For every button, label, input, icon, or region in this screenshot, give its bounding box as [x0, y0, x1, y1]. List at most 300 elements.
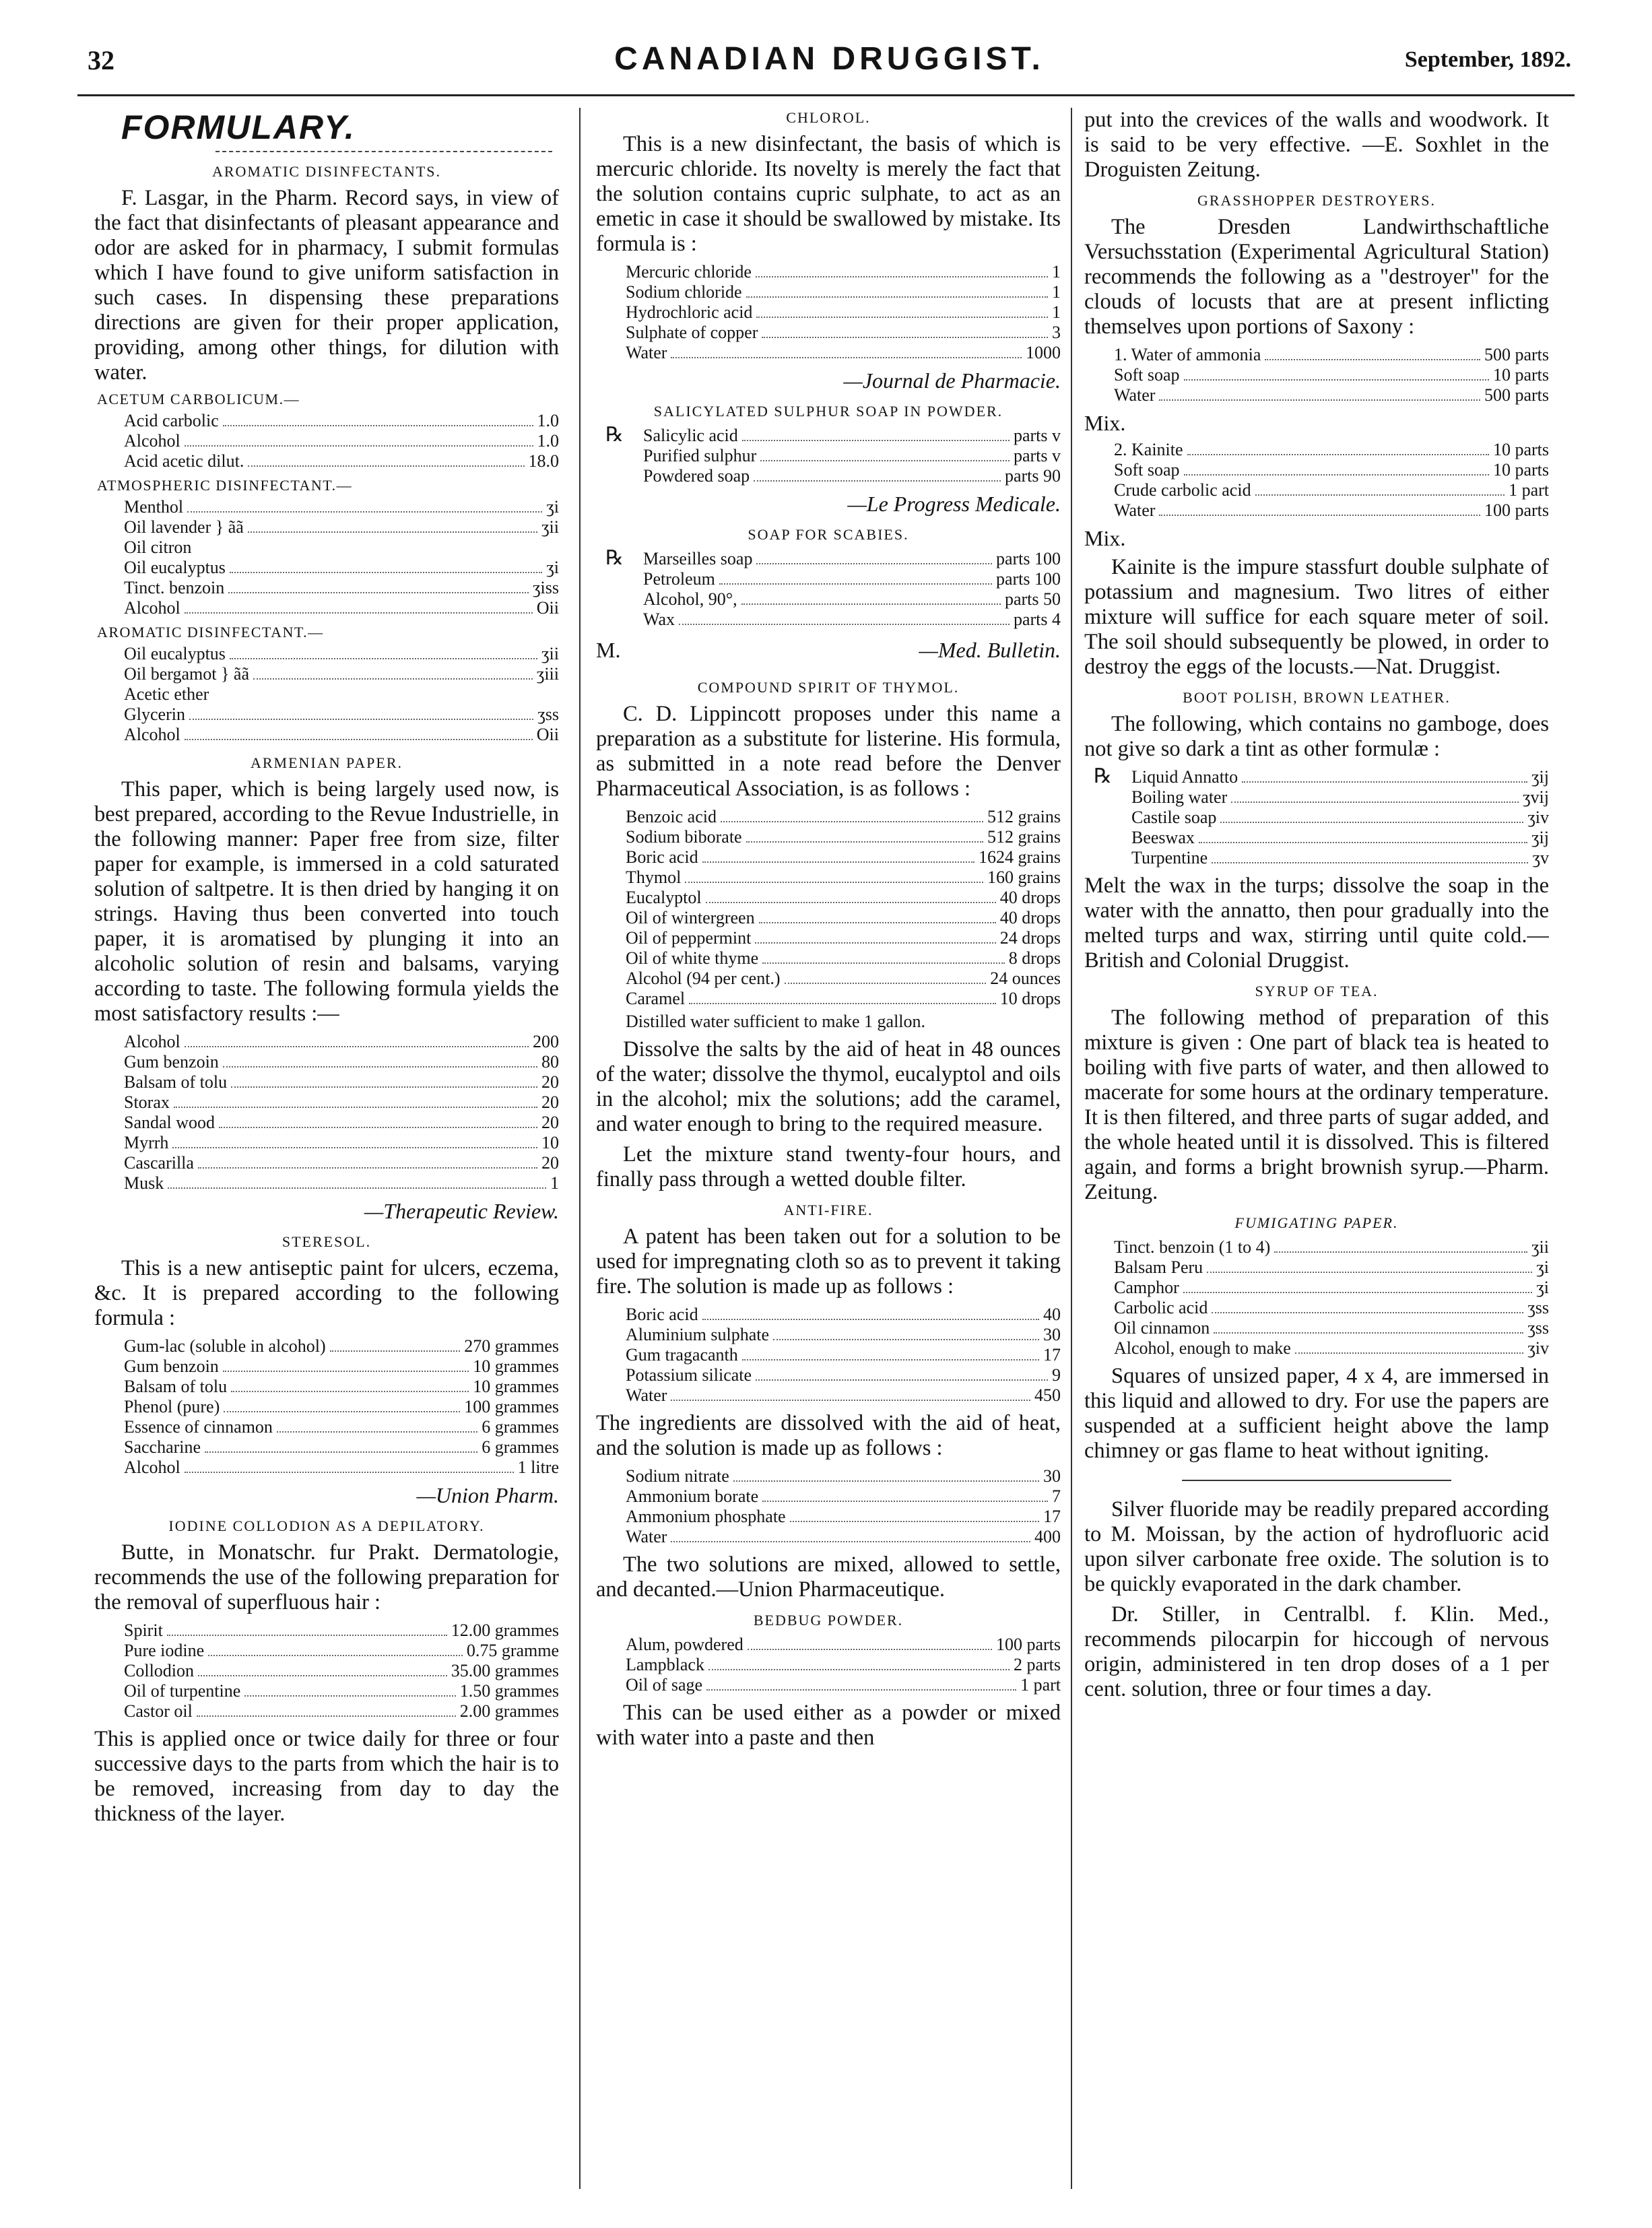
leader-dots — [167, 1635, 447, 1636]
ingredient-quantity: 512 grains — [987, 807, 1061, 826]
recipe-icon: ℞ — [1094, 765, 1112, 787]
ingredient-row — [94, 664, 559, 684]
issue-date: September, 1892. — [1404, 47, 1571, 72]
ingredient-quantity: 12.00 grammes — [451, 1620, 559, 1640]
leader-dots — [277, 1431, 477, 1433]
ingredient-name: Water — [1114, 385, 1156, 405]
ingredient-row — [94, 1397, 559, 1417]
ingredient-quantity: 20 — [541, 1072, 559, 1092]
ingredient-quantity: 1 litre — [517, 1457, 559, 1477]
ingredient-name: Alcohol — [124, 431, 180, 451]
ingredient-quantity: parts 90 — [1004, 466, 1061, 486]
ingredient-quantity: 1 — [550, 1173, 559, 1193]
ingredient-row — [1084, 480, 1549, 500]
ingredient-row — [94, 684, 559, 705]
leader-dots — [230, 658, 537, 659]
leader-dots — [189, 719, 533, 720]
ingredient-quantity: 17 — [1043, 1507, 1061, 1526]
ingredient-quantity: 40 drops — [999, 908, 1061, 927]
ingredient-name: Hydrochloric acid — [626, 302, 753, 322]
ingredient-quantity: ʒiii — [536, 664, 559, 684]
leader-dots — [248, 465, 524, 467]
column-2 — [596, 108, 1061, 2182]
ingredient-quantity: 10 grammes — [473, 1356, 559, 1376]
leader-dots — [790, 1521, 1039, 1522]
ingredient-name: Sulphate of copper — [626, 323, 758, 342]
ingredient-quantity: 3 — [1052, 323, 1061, 342]
ingredient-name: Salicylic acid — [643, 426, 738, 445]
leader-dots — [205, 1451, 477, 1453]
leader-dots — [223, 1066, 537, 1068]
ingredient-list — [596, 426, 1061, 486]
ingredient-quantity: 1 part — [1509, 480, 1549, 500]
ingredient-list — [1084, 345, 1549, 405]
ingredient-name: Mercuric chloride — [626, 262, 752, 282]
ingredient-name: Gum tragacanth — [626, 1345, 738, 1365]
ingredient-name: Oil eucalyptus — [124, 558, 226, 577]
ingredient-row — [596, 426, 1061, 446]
leader-dots — [228, 592, 529, 593]
ingredient-quantity: 2 parts — [1013, 1655, 1061, 1674]
ingredient-name: 2. Kainite — [1114, 440, 1183, 459]
ingredient-name: Boiling water — [1131, 787, 1228, 807]
leader-dots — [746, 296, 1048, 298]
ingredient-name: Cascarilla — [124, 1153, 194, 1173]
ingredient-quantity: 100 parts — [995, 1635, 1061, 1654]
ingredient-name: Potassium silicate — [626, 1365, 752, 1385]
leader-dots — [223, 1371, 469, 1372]
article-heading: CHLOROL. — [786, 109, 871, 126]
leader-dots — [208, 1655, 463, 1656]
leader-dots — [1199, 842, 1527, 843]
ingredient-quantity: 270 grammes — [464, 1336, 559, 1356]
ingredient-name: Oil of peppermint — [626, 928, 752, 948]
ingredient-name: Alcohol — [124, 725, 180, 744]
section-title: FORMULARY. — [121, 108, 356, 146]
article-heading: ANTI-FIRE. — [783, 1202, 873, 1218]
article-heading: AROMATIC DISINFECTANTS. — [211, 163, 442, 180]
leader-dots — [185, 739, 533, 740]
leader-dots — [185, 612, 533, 614]
article-heading: FUMIGATING PAPER. — [1234, 1214, 1399, 1231]
leader-dots — [185, 1046, 529, 1047]
article-heading: SYRUP OF TEA. — [1255, 983, 1379, 1000]
article-text: Melt the wax in the turps; dissolve the soap in the water with the annatto, then pour gradually into the melted turps and wax, stirring until quite cold.—British and Colonial Druggist. — [1084, 874, 1549, 973]
ingredient-quantity: 24 ounces — [990, 969, 1061, 988]
ingredient-name: Oil bergamot } ãã — [124, 664, 249, 684]
leader-dots — [1207, 1272, 1532, 1273]
ingredient-name: Alcohol, 90°, — [643, 589, 737, 609]
ingredient-name: Ammonium borate — [626, 1486, 759, 1506]
ingredient-row — [1084, 500, 1549, 521]
article-text: This paper, which is being largely used now, is best prepared, according to the Revue Industrielle, in the following manner: Paper free from size, filter paper for example, is immersed in a cold saturated solution of saltpetre. It is then dried by hanging it on strings. Having thus been converted into touch paper, it is aromatised by plunging it into an alcoholic solution of resin and balsams, varying according to taste. The following formula yields the most satisfactory results :— — [94, 777, 559, 1026]
ingredient-name: Storax — [124, 1092, 170, 1112]
ingredient-row — [596, 1507, 1061, 1527]
ingredient-quantity: 30 — [1043, 1325, 1061, 1344]
leader-dots — [742, 440, 1010, 441]
leader-dots — [762, 337, 1048, 338]
leader-dots — [198, 1675, 447, 1676]
ingredient-name: Boric acid — [626, 1305, 698, 1324]
leader-dots — [671, 1400, 1030, 1401]
ingredient-row — [94, 725, 559, 745]
ingredient-name: Castile soap — [1131, 808, 1217, 827]
recipe-icon: ℞ — [605, 424, 624, 446]
column-divider — [1071, 108, 1072, 2189]
ingredient-name: Lampblack — [626, 1655, 704, 1674]
ingredient-row — [1084, 828, 1549, 848]
ingredient-row — [1084, 1278, 1549, 1298]
ingredient-name: Gum-lac (soluble in alcohol) — [124, 1336, 326, 1356]
leader-dots — [733, 1480, 1039, 1482]
ingredient-row — [596, 589, 1061, 610]
source-citation: —Le Progress Medicale. — [847, 492, 1061, 516]
ingredient-row — [94, 644, 559, 664]
article-heading: ARMENIAN PAPER. — [250, 754, 403, 771]
ingredient-row — [94, 705, 559, 725]
leader-dots — [760, 460, 1010, 461]
mix-label: M. — [596, 638, 621, 662]
ingredient-row — [596, 807, 1061, 827]
leader-dots — [741, 603, 1001, 605]
ingredient-quantity: 24 drops — [999, 928, 1061, 948]
ingredient-quantity: 500 parts — [1484, 345, 1549, 364]
ingredient-name: Musk — [124, 1173, 164, 1193]
ingredient-quantity: ʒiss — [533, 578, 559, 597]
ingredient-quantity: 10 parts — [1492, 440, 1549, 459]
leader-dots — [754, 480, 1001, 482]
ingredient-name: Camphor — [1114, 1278, 1179, 1297]
ingredient-name: Alum, powdered — [626, 1635, 744, 1654]
ingredient-row — [596, 302, 1061, 323]
ingredient-row — [94, 1641, 559, 1661]
ingredient-name: Caramel — [626, 989, 686, 1008]
article-text: The following, which contains no gamboge, does not give so dark a tint as other formulæ : — [1084, 712, 1549, 761]
leader-dots — [746, 841, 983, 843]
ingredient-row — [596, 1675, 1061, 1695]
ingredient-row — [1084, 440, 1549, 460]
ingredient-name: Eucalyptol — [626, 888, 702, 907]
ingredient-name: Sodium chloride — [626, 282, 742, 302]
leader-dots — [679, 624, 1010, 625]
leader-dots — [1265, 359, 1480, 360]
article-text: Kainite is the impure stassfurt double sulphate of potassium and magnesium. Two litres of either mixture will suffice for each square meter of soil. The soil should subsequently be plowed, in order to destroy the eggs of the locusts.—Nat. Druggist. — [1084, 555, 1549, 679]
ingredient-row — [596, 1527, 1061, 1547]
ingredient-list — [596, 1305, 1061, 1406]
ingredient-list — [596, 549, 1061, 630]
leader-dots — [671, 1541, 1030, 1542]
ingredient-quantity: 100 parts — [1484, 500, 1549, 520]
leader-dots — [1187, 454, 1489, 455]
article-text: Butte, in Monatschr. fur Prakt. Dermatologie, recommends the use of the following preparation for the removal of superfluous hair : — [94, 1540, 559, 1614]
ingredient-quantity: ʒii — [541, 644, 559, 663]
ingredient-list — [596, 807, 1061, 1009]
ingredient-row — [94, 1417, 559, 1437]
ingredient-quantity: 1 — [1052, 262, 1061, 282]
journal-title: CANADIAN DRUGGIST. — [614, 41, 1045, 77]
ingredient-list — [94, 644, 559, 745]
ingredient-name: Alcohol, enough to make — [1114, 1338, 1291, 1358]
article-text: Squares of unsized paper, 4 x 4, are immersed in this liquid and allowed to dry. For use the papers are suspended at a sufficient height above the lamp chimney or gas flame to heat without igniting. — [1084, 1364, 1549, 1463]
ingredient-list — [94, 497, 559, 618]
ingredient-name: Ammonium phosphate — [626, 1507, 786, 1526]
ingredient-row — [596, 610, 1061, 630]
ingredient-row — [1084, 1318, 1549, 1338]
ingredient-row — [596, 549, 1061, 569]
ingredient-name: Castor oil — [124, 1701, 193, 1721]
ingredient-name: Oil lavender } ãã — [124, 517, 244, 537]
leader-dots — [185, 445, 533, 447]
column-3 — [1084, 108, 1549, 2182]
leader-dots — [1295, 1352, 1523, 1354]
ingredient-row — [1084, 848, 1549, 868]
ingredient-quantity: parts 100 — [995, 569, 1061, 589]
ingredient-quantity: 500 parts — [1484, 385, 1549, 405]
ingredient-quantity: 0.75 gramme — [466, 1641, 559, 1660]
ingredient-quantity: 2.00 grammes — [459, 1701, 559, 1721]
ingredient-row — [1084, 385, 1549, 405]
ingredient-quantity: 1 part — [1020, 1675, 1061, 1695]
article-text: Let the mixture stand twenty-four hours, and finally pass through a wetted double filter. — [596, 1142, 1061, 1191]
leader-dots — [1159, 515, 1480, 516]
ingredient-quantity: 17 — [1043, 1345, 1061, 1365]
ingredient-row — [596, 928, 1061, 948]
ingredient-quantity: 512 grains — [987, 827, 1061, 847]
ingredient-name: Oil cinnamon — [1114, 1318, 1210, 1338]
ingredient-row — [1084, 345, 1549, 365]
leader-dots — [742, 1359, 1039, 1361]
ingredient-name: Sodium nitrate — [626, 1466, 729, 1486]
leader-dots — [198, 1167, 537, 1169]
ingredient-quantity: parts 50 — [1004, 589, 1061, 609]
ingredient-quantity: 1624 grains — [978, 847, 1061, 867]
leader-dots — [748, 1649, 992, 1650]
ingredient-quantity: ʒij — [1531, 767, 1549, 787]
leader-dots — [702, 861, 974, 863]
article-heading: BEDBUG POWDER. — [753, 1612, 904, 1629]
article-text: The following method of preparation of this mixture is given : One part of black tea is heated to boiling with five parts of water, and then allowed to macerate for some hours at the ordinary temperature. It is then filtered, and three parts of sugar added, and the whole heated until it is dissolved. This is filtered again, and forms a bright brownish syrup.—Pharm. Zeitung. — [1084, 1006, 1549, 1204]
ingredient-quantity: 20 — [541, 1153, 559, 1173]
ingredient-name: Water — [626, 1385, 667, 1405]
leader-dots — [1242, 781, 1527, 783]
leader-dots — [1212, 862, 1528, 863]
formula-subtitle: AROMATIC DISINFECTANT.— — [97, 624, 324, 641]
ingredient-quantity: 1.0 — [537, 431, 559, 451]
ingredient-name: Acid acetic dilut. — [124, 451, 244, 471]
leader-dots — [1274, 1251, 1527, 1253]
source-citation: —Therapeutic Review. — [364, 1199, 559, 1223]
article-heading: GRASSHOPPER DESTROYERS. — [1197, 192, 1436, 209]
ingredient-quantity: parts 100 — [995, 549, 1061, 568]
leader-dots — [253, 678, 533, 680]
leader-dots — [231, 1086, 537, 1088]
ingredient-name: Balsam of tolu — [124, 1072, 228, 1092]
ingredient-row — [94, 1092, 559, 1113]
ingredient-row — [596, 282, 1061, 302]
ingredient-quantity: ʒi — [546, 497, 559, 517]
ingredient-quantity: 10 drops — [999, 989, 1061, 1008]
ingredient-row — [94, 1133, 559, 1153]
ingredient-name: Collodion — [124, 1661, 195, 1680]
leader-dots — [1184, 474, 1489, 476]
ingredient-name: 1. Water of ammonia — [1114, 345, 1261, 364]
ingredient-name: Acid carbolic — [124, 411, 219, 430]
title-rule — [216, 151, 552, 152]
article-text: Silver fluoride may be readily prepared according to M. Moissan, by the action of hydrofluoric acid upon silver carbonate free oxide. The solution is to be quickly evaporated in the dark chamber. — [1084, 1497, 1549, 1596]
ingredient-quantity: ʒii — [541, 517, 559, 537]
ingredient-quantity: 200 — [533, 1032, 559, 1051]
leader-dots — [685, 882, 983, 883]
article-text: This is applied once or twice daily for three or four successive days to the parts from which the hair is to be removed, increasing from day to day the thickness of the layer. — [94, 1727, 559, 1826]
source-citation: —Med. Bulletin. — [919, 638, 1061, 662]
column-1 — [94, 108, 559, 2182]
ingredient-quantity: ʒvij — [1523, 787, 1549, 807]
article-heading: SOAP FOR SCABIES. — [748, 526, 909, 543]
ingredient-name: Water — [626, 1527, 667, 1546]
leader-dots — [1159, 399, 1480, 401]
ingredient-quantity: ʒi — [546, 558, 559, 577]
ingredient-quantity: 7 — [1052, 1486, 1061, 1506]
article-text: Dissolve the salts by the aid of heat in 48 ounces of the water; dissolve the thymol, eucalyptol and oils in the alcohol; mix the solutions; add the caramel, and water enough to bring to the required measure. — [596, 1037, 1061, 1136]
ingredient-quantity: 6 grammes — [482, 1437, 559, 1457]
leader-dots — [756, 563, 991, 564]
ingredient-name: Oil of turpentine — [124, 1681, 241, 1701]
formula-subtitle: ACETUM CARBOLICUM.— — [97, 391, 300, 407]
ingredient-name: Water — [626, 343, 667, 362]
ingredient-quantity: 9 — [1052, 1365, 1061, 1385]
ingredient-name: Spirit — [124, 1620, 163, 1640]
ingredient-name: Gum benzoin — [124, 1356, 219, 1376]
ingredient-quantity: parts 4 — [1013, 610, 1061, 629]
ingredient-name: Sodium biborate — [626, 827, 742, 847]
ingredient-row — [94, 411, 559, 431]
ingredient-row — [1084, 460, 1549, 480]
leader-dots — [708, 1669, 1010, 1670]
ingredient-name: Soft soap — [1114, 365, 1180, 385]
article-text: C. D. Lippincott proposes under this name a preparation as a substitute for listerine. His formula, as submitted in a note read before the Denver Pharmaceutical Association, is as follows : — [596, 702, 1061, 801]
ingredient-row — [94, 537, 559, 558]
ingredient-quantity: 450 — [1034, 1385, 1061, 1405]
ingredient-row — [94, 451, 559, 471]
column-divider — [579, 108, 581, 2189]
leader-dots — [185, 1472, 514, 1473]
leader-dots — [172, 1147, 537, 1148]
leader-dots — [755, 942, 995, 944]
formula-subtitle: ATMOSPHERIC DISINFECTANT.— — [97, 477, 353, 494]
ingredient-quantity: ʒi — [1536, 1278, 1549, 1297]
section-separator — [1182, 1480, 1451, 1481]
ingredient-quantity: 1 — [1052, 302, 1061, 322]
ingredient-row — [94, 497, 559, 517]
ingredient-row — [1084, 365, 1549, 385]
ingredient-row — [596, 343, 1061, 363]
leader-dots — [1183, 1292, 1532, 1293]
source-citation: —Union Pharm. — [416, 1483, 559, 1507]
ingredient-quantity: ʒi — [1536, 1257, 1549, 1277]
ingredient-quantity: Oii — [536, 598, 559, 618]
ingredient-row — [596, 262, 1061, 282]
ingredient-row — [596, 1466, 1061, 1486]
ingredient-quantity: parts v — [1013, 426, 1061, 445]
ingredient-name: Tinct. benzoin — [124, 578, 225, 597]
ingredient-quantity: 1.0 — [537, 411, 559, 430]
ingredient-row — [94, 1681, 559, 1701]
ingredient-row — [1084, 1298, 1549, 1318]
ingredient-row — [596, 908, 1061, 928]
leader-dots — [762, 962, 1005, 964]
ingredient-row — [94, 1457, 559, 1478]
ingredient-row — [596, 1365, 1061, 1385]
ingredient-quantity: 80 — [541, 1052, 559, 1072]
ingredient-quantity: 35.00 grammes — [451, 1661, 559, 1680]
leader-dots — [756, 1379, 1048, 1381]
ingredient-name: Sandal wood — [124, 1113, 216, 1132]
ingredient-quantity: ʒiv — [1527, 1338, 1549, 1358]
ingredient-row — [596, 1385, 1061, 1406]
source-citation: —Journal de Pharmacie. — [843, 368, 1061, 393]
ingredient-row — [1084, 808, 1549, 828]
leader-dots — [719, 583, 992, 585]
ingredient-row — [94, 578, 559, 598]
page-number: 32 — [88, 45, 114, 75]
ingredient-name: Liquid Annatto — [1131, 767, 1238, 787]
leader-dots — [330, 1350, 461, 1352]
ingredient-name: Benzoic acid — [626, 807, 717, 826]
ingredient-row — [1084, 787, 1549, 808]
formula-note: Distilled water sufficient to make 1 gallon. — [626, 1012, 926, 1031]
ingredient-row — [596, 1345, 1061, 1365]
ingredient-quantity: Oii — [536, 725, 559, 744]
article-text: The two solutions are mixed, allowed to settle, and decanted.—Union Pharmaceutique. — [596, 1552, 1061, 1602]
ingredient-name: Pure iodine — [124, 1641, 205, 1660]
ingredient-row — [94, 1052, 559, 1072]
ingredient-quantity: 10 — [541, 1133, 559, 1152]
article-text: Dr. Stiller, in Centralbl. f. Klin. Med., recommends pilocarpin for hiccough of nervous origin, administered in ten drop doses of a 1 per cent. solution, three or four times a day. — [1084, 1602, 1549, 1701]
leader-dots — [756, 276, 1048, 277]
ingredient-quantity: 18.0 — [528, 451, 559, 471]
ingredient-name: Myrrh — [124, 1133, 169, 1152]
ingredient-row — [596, 969, 1061, 989]
leader-dots — [223, 425, 533, 426]
ingredient-row — [94, 1701, 559, 1722]
ingredient-name: Purified sulphur — [643, 446, 757, 465]
ingredient-name: Alcohol — [124, 598, 180, 618]
ingredient-quantity: ʒss — [537, 705, 559, 724]
ingredient-row — [596, 948, 1061, 969]
ingredient-list — [1084, 767, 1549, 868]
ingredient-row — [94, 1113, 559, 1133]
ingredient-row — [94, 431, 559, 451]
ingredient-name: Aluminium sulphate — [626, 1325, 770, 1344]
ingredient-list — [596, 1635, 1061, 1695]
ingredient-name: Water — [1114, 500, 1156, 520]
ingredient-row — [596, 446, 1061, 466]
ingredient-row — [596, 1325, 1061, 1345]
ingredient-row — [94, 517, 559, 537]
recipe-icon: ℞ — [605, 547, 624, 569]
ingredient-quantity: 40 — [1043, 1305, 1061, 1324]
ingredient-quantity: ʒv — [1532, 848, 1549, 867]
article-text: This is a new disinfectant, the basis of which is mercuric chloride. Its novelty is merely the fact that the solution contains cupric sulphate, to act as an emetic in case it should be swallowed by mistake. Its formula is : — [596, 132, 1061, 256]
leader-dots — [706, 902, 996, 903]
ingredient-row — [596, 847, 1061, 867]
leader-dots — [785, 983, 987, 984]
leader-dots — [706, 1689, 1016, 1691]
article-text: This can be used either as a powder or mixed with water into a paste and then — [596, 1701, 1061, 1750]
ingredient-quantity: 40 drops — [999, 888, 1061, 907]
leader-dots — [762, 1501, 1048, 1502]
ingredient-list — [596, 1466, 1061, 1547]
